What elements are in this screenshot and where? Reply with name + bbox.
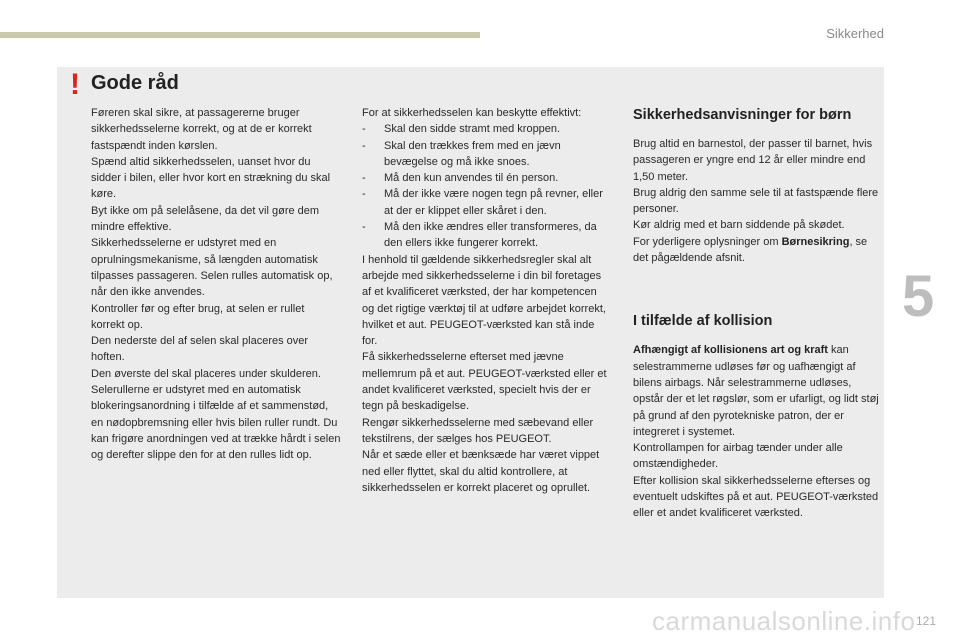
paragraph: I henhold til gældende sikkerhedsregler skal alt arbejde med sikkerhedsselerne i din bil foretages af et kvalificeret værksted, der har kompetencen og det rigtige værktøj til at udføre arbejdet korrekt, hvilket et aut. PEUGEOT-værksted kan stå inde for. — [362, 253, 606, 348]
list-item: - Må der ikke være nogen tegn på revner, eller at der er klippet eller skåret i den. — [362, 186, 612, 219]
chapter-number: 5 — [902, 264, 935, 329]
paragraph: Brug altid en barnestol, der passer til barnet, hvis passageren er yngre end 12 år eller mindre end 1,50 meter. — [633, 138, 873, 183]
list-item: - Må den kun anvendes til én person. — [362, 170, 612, 186]
paragraph: Kontroller før og efter brug, at selen er rullet korrekt op. — [91, 302, 305, 331]
paragraph: Den øverste del skal placeres under skulderen. — [91, 367, 321, 380]
collision-lead: Afhængigt af kollisionens art og kraft — [633, 344, 828, 357]
list-item: - Skal den trækkes frem med en jævn bevægelse og må ikke snoes. — [362, 138, 612, 171]
paragraph: Føreren skal sikre, at passagererne bruger sikkerhedsselerne korrekt, og at de er korrekt fastspændt inden kørslen. — [91, 107, 312, 152]
paragraph: Når et sæde eller et bænksæde har været vippet ned eller flyttet, skal du altid kontrollere, at sikkerhedsselen er korrekt placeret og oprullet. — [362, 449, 600, 494]
paragraph: Få sikkerhedsselerne efterset med jævne mellemrum på et aut. PEUGEOT-værksted eller et andet kvalificeret værksted, specielt hvis der er tegn på beskadigelse. — [362, 351, 607, 413]
more-info-suffix: , se det pågældende afsnit. — [633, 235, 868, 265]
more-info-prefix: For yderligere oplysninger om — [633, 235, 782, 248]
exclamation-warning-icon: ! — [70, 68, 80, 101]
watermark: carmanualsonline.info — [652, 606, 916, 636]
paragraph: Selerullerne er udstyret med en automatisk blokeringsanordning i tilfælde af et sammenstød, en nødopbremsning eller hvis bilen ruller rundt. Du kan frigøre anordningen ved at trække hårdt i selen og derefter slippe den for at den rulles lidt op. — [91, 384, 341, 462]
collision-paragraph — [633, 342, 883, 440]
header-accent-bar — [0, 32, 480, 38]
list-item: - Må den ikke ændres eller transformeres, da den ellers ikke fungerer korrekt. — [362, 219, 612, 252]
list-intro: For at sikkerhedsselen kan beskytte effektivt: — [362, 107, 582, 119]
paragraph: Den nederste del af selen skal placeres over hoften. — [91, 335, 309, 364]
list-item: - Skal den sidde stramt med kroppen. — [362, 121, 612, 137]
paragraph: Spænd altid sikkerhedsselen, uanset hvor du sidder i bilen, eller hvor kort en strækning du skal køre. — [91, 155, 331, 201]
paragraph: Rengør sikkerhedsselerne med sæbevand eller tekstilrens, der sælges hos PEUGEOT. — [362, 416, 594, 445]
collision-heading: I tilfælde af kollision — [633, 313, 773, 330]
paragraph: Kør aldrig med et barn siddende på skødet. — [633, 219, 845, 232]
paragraph: Sikkerhedsselerne er udstyret med en oprulningsmekanisme, så længden automatisk tilpasses passageren. Selen rulles automatisk op, når den ikke anvendes. — [91, 237, 333, 299]
panel-heading: Gode råd — [91, 72, 179, 94]
advice-column-1 — [91, 105, 341, 464]
collision-text: kan selestrammerne udløses før og uafhængigt af bilens airbags. Når selestrammerne udløses, opstår der et let røgslør, som er ufarligt, og lidt støj på grund af den pyrotekniske patron, der er integreret i systemet. — [633, 344, 879, 438]
children-safety-heading: Sikkerhedsanvisninger for børn — [633, 107, 852, 123]
advice-column-2 — [362, 105, 612, 496]
advice-column-3 — [633, 106, 883, 522]
paragraph: Byt ikke om på selelåsene, da det vil gøre dem mindre effektive. — [91, 204, 320, 234]
paragraph: Kontrollampen for airbag tænder under alle omstændigheder. — [633, 442, 843, 471]
child-safety-reference: Børnesikring — [781, 235, 850, 248]
section-title: Sikkerhed — [826, 26, 884, 41]
more-info-paragraph — [633, 234, 883, 267]
page-number: 121 — [916, 614, 937, 628]
paragraph: Brug aldrig den samme sele til at fastspænde flere personer. — [633, 186, 879, 216]
paragraph: Efter kollision skal sikkerhedsselerne efterses og eventuelt udskiftes på et aut. PEUGEOT-værksted eller et andet kvalificeret værksted. — [633, 474, 879, 520]
